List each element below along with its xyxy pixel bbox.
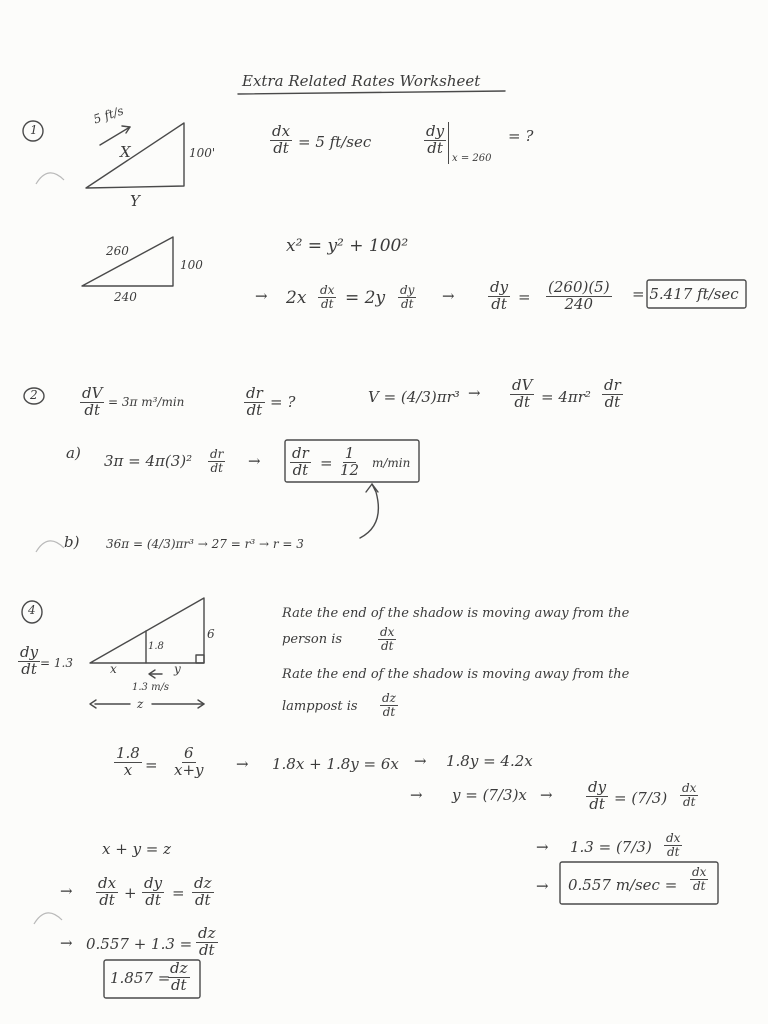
find-bar <box>448 122 449 164</box>
right-angle-mark <box>196 655 204 663</box>
lamp-height: 6 <box>207 627 215 641</box>
arrow: → <box>536 838 549 856</box>
deriv-drdt: $\frac{dr}{dt}$ <box>604 376 621 411</box>
answer-1: = 5.417 ft/sec <box>632 285 739 303</box>
find-fraction: $\frac{dy}{dt}$ <box>426 122 445 157</box>
rate-text-1a: Rate the end of the shadow is moving away from the <box>282 606 630 621</box>
sum-dzdt: $\frac{dz}{dt}$ <box>194 874 212 909</box>
part-a-ans-val: $\frac{1}{12}$ <box>340 444 360 479</box>
tri2-hyp: 260 <box>106 244 129 258</box>
arrow: → <box>60 882 73 900</box>
part-a-drdt: $\frac{dr}{dt}$ <box>210 447 224 475</box>
tri2-side: 100 <box>180 258 203 272</box>
similar-right: $\frac{6}{x+y}$ <box>174 744 204 779</box>
sum-dxdt: $\frac{dx}{dt}$ <box>98 874 117 909</box>
deriv-dvdt: $\frac{dV}{dt}$ <box>512 376 533 411</box>
tri-x-label: X <box>120 143 131 161</box>
x-label: x <box>110 662 117 676</box>
given-fraction: $\frac{dx}{dt}$ <box>272 122 291 157</box>
step-1: 1.8x + 1.8y = 6x <box>272 755 399 773</box>
step-4-dydt: $\frac{dy}{dt}$ <box>588 778 607 813</box>
problem-2-number: 2 <box>30 388 38 402</box>
step-4-dxdt: $\frac{dx}{dt}$ <box>682 781 697 809</box>
rate-text-1b: person is <box>282 632 343 647</box>
arrow: → <box>248 452 261 470</box>
z-label: z <box>137 697 144 711</box>
arrow: → <box>540 786 553 804</box>
step-5-dxdt: $\frac{dx}{dt}$ <box>666 831 681 859</box>
title-underline <box>238 91 505 94</box>
deriv-rhs: = 4πr² <box>541 388 591 406</box>
find-eq: = ? <box>508 127 534 145</box>
given-dvdt-rhs: = 3π m³/min <box>108 395 185 409</box>
rate-text-2b: lamppost is <box>282 699 358 714</box>
line-2: 0.557 + 1.3 = <box>86 935 193 953</box>
given-dydt: $\frac{dy}{dt}$ <box>20 643 39 678</box>
find-drdt: $\frac{dr}{dt}$ <box>246 384 263 419</box>
arrow: → <box>255 287 268 305</box>
sum-dydt: $\frac{dy}{dt}$ <box>144 874 163 909</box>
part-a-ans-drdt: $\frac{dr}{dt}$ <box>292 444 309 479</box>
speed-label: 1.3 m/s <box>132 682 170 693</box>
text1-dxdt: $\frac{dx}{dt}$ <box>380 625 395 653</box>
curved-arrow <box>360 484 378 538</box>
sol-eq: = <box>518 288 531 306</box>
deriv-dxdt: $\frac{dx}{dt}$ <box>320 283 335 311</box>
sol-dydt: $\frac{dy}{dt}$ <box>490 278 509 313</box>
sum-eq: = <box>172 884 185 902</box>
person-height: 1.8 <box>148 641 164 652</box>
ladder-triangle <box>86 123 184 188</box>
rate-text-2a: Rate the end of the shadow is moving away from the <box>282 667 630 682</box>
text2-dzdt: $\frac{dz}{dt}$ <box>382 691 397 719</box>
final-answer: 1.857 = <box>110 969 171 987</box>
part-b-label: b) <box>64 533 80 551</box>
step-4-rhs: = (7/3) <box>614 789 668 807</box>
deriv-dydt: $\frac{dy}{dt}$ <box>400 283 415 311</box>
given-dydt-val: = 1.3 <box>40 656 73 670</box>
part-a-unit: m/min <box>372 456 411 470</box>
hole-punch <box>36 173 64 184</box>
arrow: → <box>60 934 73 952</box>
sum-equation: x + y = z <box>102 840 172 858</box>
tri2-base: 240 <box>114 290 137 304</box>
find-drdt-eq: = ? <box>270 393 296 411</box>
similar-eq: = <box>145 756 158 774</box>
problem-1-number: 1 <box>30 123 38 137</box>
part-b-equation: 36π = (4/3)πr³ → 27 = r³ → r = 3 <box>106 537 304 551</box>
step-3: y = (7/3)x <box>452 786 527 804</box>
given-rhs: = 5 ft/sec <box>298 133 372 151</box>
tri-y-label: Y <box>130 192 140 210</box>
hole-punch <box>34 913 62 924</box>
problem-4-number: 4 <box>28 603 36 617</box>
step-6-dxdt: $\frac{dx}{dt}$ <box>692 865 707 893</box>
given-dvdt: $\frac{dV}{dt}$ <box>82 384 103 419</box>
part-a-label: a) <box>66 444 81 462</box>
arrow: → <box>236 755 249 773</box>
find-at: x = 260 <box>452 153 492 164</box>
sol-fraction: $\frac{(260)(5)}{240}$ <box>548 278 610 313</box>
step-6: 0.557 m/sec = <box>568 876 678 894</box>
step-5: 1.3 = (7/3) <box>570 838 652 856</box>
step-2: 1.8y = 4.2x <box>446 752 533 770</box>
shadow-triangle <box>90 598 204 663</box>
arrow: → <box>536 877 549 895</box>
part-a-equation: 3π = 4π(3)² <box>104 452 193 470</box>
arrow: → <box>442 287 455 305</box>
hole-punch <box>36 541 64 552</box>
pythag-equation: x² = y² + 100² <box>286 236 409 256</box>
rate-label: 5 ft/s <box>91 103 126 127</box>
volume-formula: V = (4/3)πr³ <box>368 388 460 406</box>
line-2-dzdt: $\frac{dz}{dt}$ <box>198 924 216 959</box>
arrow: → <box>410 786 423 804</box>
arrow: → <box>414 752 427 770</box>
similar-left: $\frac{1.8}{x}$ <box>116 744 140 779</box>
tri-side-label: 100' <box>189 146 216 160</box>
sum-plus: + <box>124 884 137 902</box>
part-a-ans-eq: = <box>320 454 333 472</box>
deriv-2x: 2x <box>286 288 307 308</box>
worksheet-title: Extra Related Rates Worksheet <box>242 72 481 90</box>
y-label: y <box>174 662 181 676</box>
final-dzdt: $\frac{dz}{dt}$ <box>170 959 188 994</box>
arrow: → <box>468 384 481 402</box>
deriv-2y: = 2y <box>345 288 386 308</box>
